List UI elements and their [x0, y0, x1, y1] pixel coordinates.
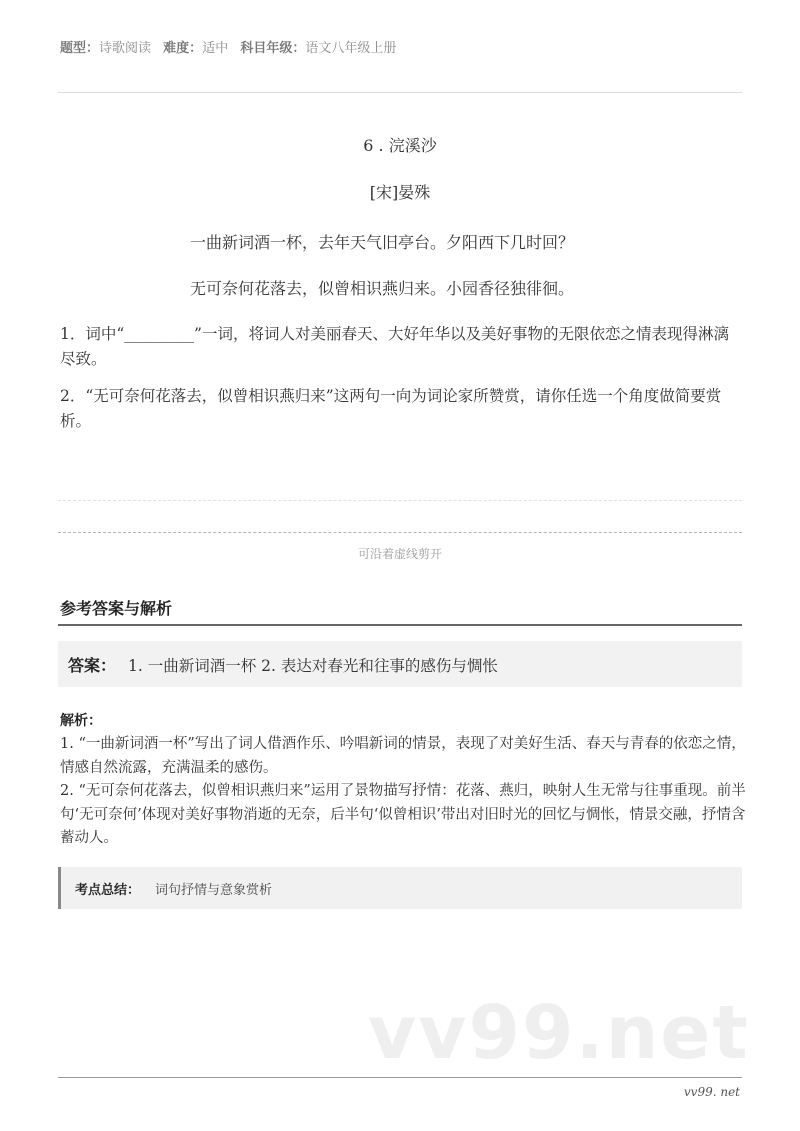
type-value: 诗歌阅读	[99, 41, 152, 56]
header-divider	[58, 92, 742, 93]
answer-text: 1. 一曲新词酒一杯 2. 表达对春光和往事的感伤与惆怅	[128, 657, 498, 675]
answer-box	[58, 641, 742, 687]
question-meta-bar	[60, 37, 404, 56]
poem-line: 无可奈何花落去，似曾相识燕归来。小园香径独徘徊。	[190, 279, 575, 298]
grade-label: 科目年级：	[240, 41, 306, 56]
summary-box	[58, 867, 742, 909]
cut-note: 可沿着虚线剪开	[357, 547, 442, 561]
difficulty-label: 难度：	[163, 41, 203, 56]
answer-space-line	[58, 500, 742, 501]
poem-line: 一曲新词酒一杯，去年天气旧亭台。夕阳西下几时回？	[190, 233, 575, 252]
watermark: vv99.net	[368, 990, 750, 1076]
poem-title: 6 . 浣溪沙	[363, 136, 437, 155]
question-1: 1．词中“_________”一词，将词人对美丽春天、大好年华以及美好事物的无限依恋之情表现得淋漓尽致。	[60, 325, 729, 368]
summary-label: 考点总结：	[75, 883, 141, 898]
poem-author: [宋]晏殊	[369, 183, 431, 202]
analysis-label: 解析：	[60, 713, 102, 729]
footer-divider	[58, 1077, 742, 1078]
footer-site: vv99. net	[683, 1085, 740, 1099]
grade-value: 语文八年级上册	[305, 41, 397, 56]
cut-line	[58, 532, 742, 533]
difficulty-value: 适中	[202, 41, 229, 56]
question-2: 2．“无可奈何花落去，似曾相识燕归来”这两句一向为词论家所赞赏，请你任选一个角度做简要赏析。	[60, 387, 722, 430]
analysis-item-1: 1. “一曲新词酒一杯”写出了词人借酒作乐、吟唱新词的情景，表现了对美好生活、春天与青春的依恋之情，情感自然流露，充满温柔的感伤。	[60, 736, 746, 776]
answer-section-divider	[58, 624, 742, 626]
analysis-item-2: 2. “无可奈何花落去，似曾相识燕归来”运用了景物描写抒情：花落、燕归，映射人生无常与往事重现。前半句‘无可奈何’体现对美好事物消逝的无奈，后半句‘似曾相识’带出对旧时光的回忆与惆怅，情景交融，抒情含蓄动人。	[60, 783, 746, 846]
type-label: 题型：	[60, 41, 100, 56]
answer-section-title: 参考答案与解析	[60, 599, 173, 618]
answer-label: 答案：	[68, 656, 117, 675]
summary-text: 词句抒情与意象赏析	[155, 883, 273, 898]
